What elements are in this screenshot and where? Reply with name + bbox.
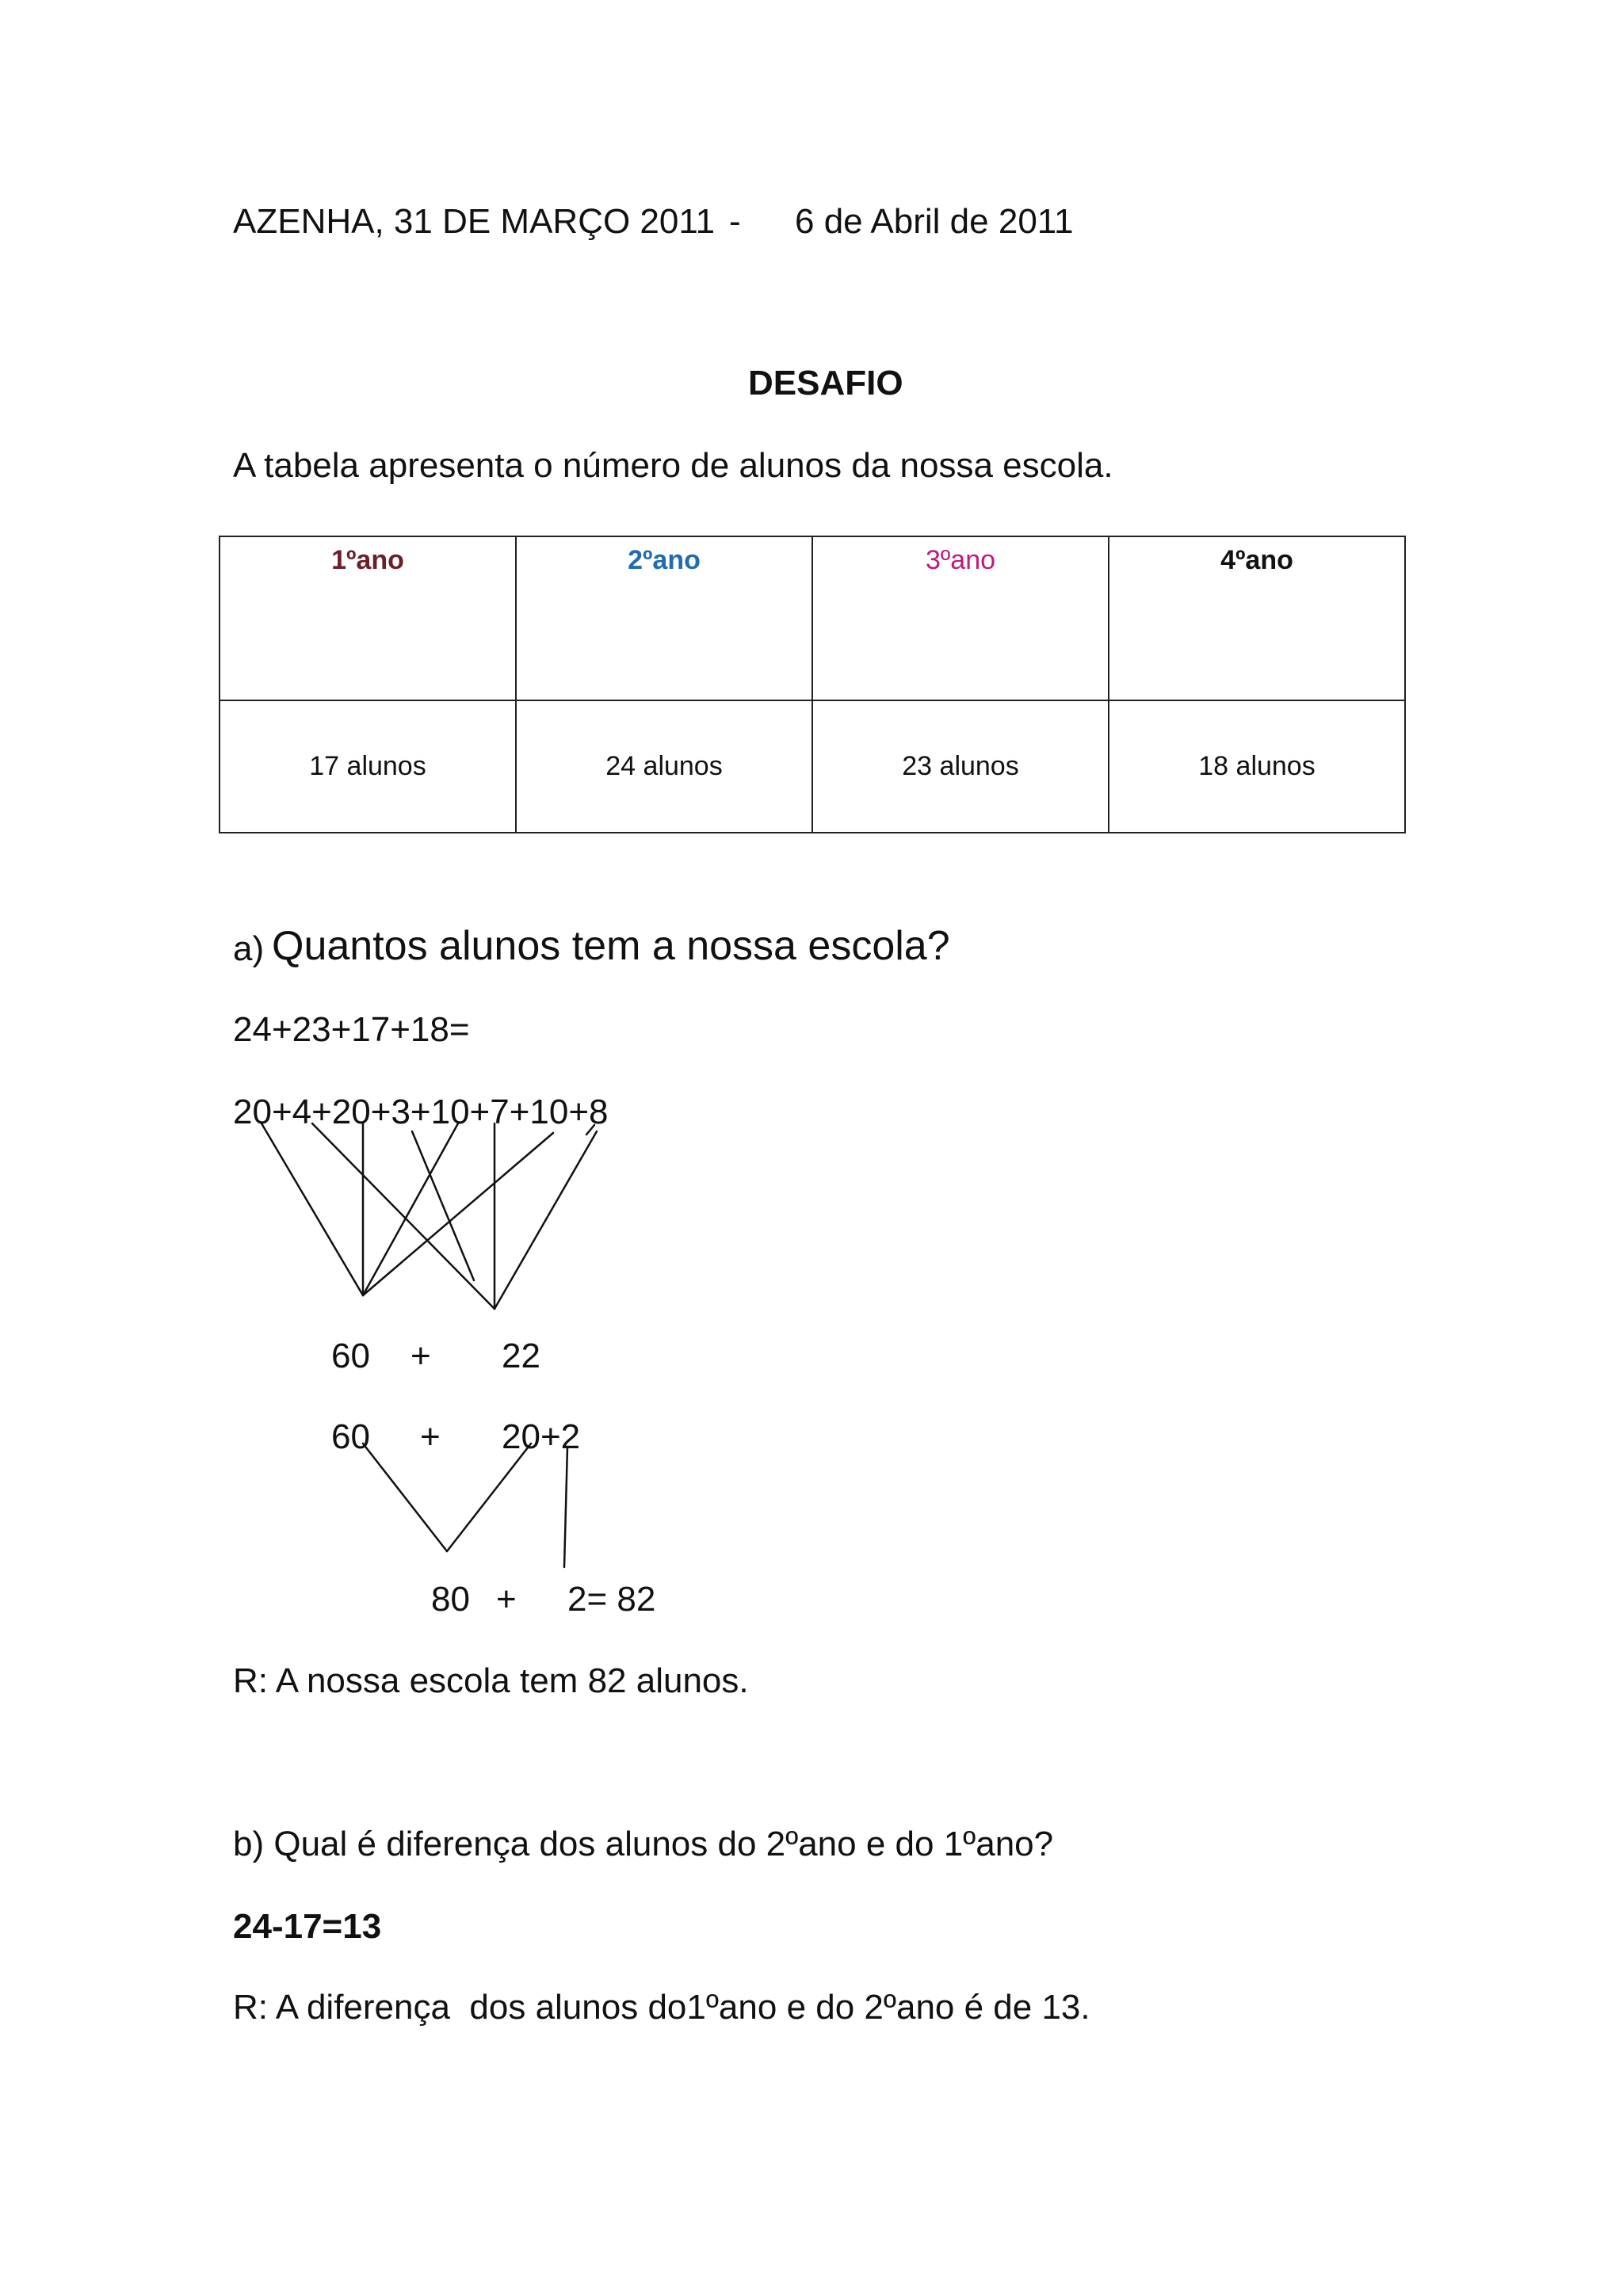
header-location-date: AZENHA, 31 DE MARÇO 2011 — [233, 202, 716, 241]
step3-op: + — [496, 1580, 517, 1619]
question-a-label: a) — [233, 929, 265, 968]
question-b-calc: 24-17=13 — [233, 1907, 382, 1946]
table-header-cell: 1ºano — [220, 536, 516, 700]
question-a-answer: R: A nossa escola tem 82 alunos. — [233, 1661, 749, 1700]
step2-left: 60 — [331, 1417, 370, 1456]
page-title: DESAFIO — [748, 364, 903, 402]
connector-line — [412, 1131, 474, 1280]
question-b-answer: R: A diferença dos alunos do1ºano e do 2ºano é de 13. — [233, 1988, 1090, 2027]
intro-text: A tabela apresenta o número de alunos da nossa escola. — [233, 446, 1113, 485]
connector-line — [564, 1447, 567, 1567]
connector-line — [363, 1133, 553, 1295]
question-a-sum: 24+23+17+18= — [233, 1010, 470, 1049]
table-header-cell: 2ºano — [516, 536, 812, 700]
step3-left: 80 — [431, 1580, 470, 1619]
connector-line — [262, 1123, 363, 1295]
table-header-row — [220, 536, 1405, 700]
table-cell: 18 alunos — [1109, 700, 1405, 833]
step1-right: 22 — [502, 1337, 540, 1375]
connector-line — [447, 1444, 531, 1551]
question-a-decomposition: 20+4+20+3+10+7+10+8 — [233, 1093, 609, 1131]
table-cell: 17 alunos — [220, 700, 516, 833]
connector-line — [312, 1123, 495, 1309]
header-second-date: 6 de Abril de 2011 — [795, 202, 1074, 241]
step2-right: 20+2 — [502, 1417, 581, 1456]
table-header-cell: 3ºano — [812, 536, 1109, 700]
connector-line — [363, 1123, 458, 1295]
connector-line — [363, 1444, 447, 1551]
question-a-text: Quantos alunos tem a nossa escola? — [272, 923, 950, 969]
step3-right: 2= 82 — [567, 1580, 656, 1619]
step2-op: + — [420, 1417, 441, 1456]
question-b-text: b) Qual é diferença dos alunos do 2ºano e do 1ºano? — [233, 1825, 1054, 1863]
connector-line — [495, 1131, 597, 1309]
header-separator: - — [729, 202, 741, 241]
step1-left: 60 — [331, 1337, 370, 1375]
table-row — [220, 700, 1405, 833]
table-header-cell: 4ºano — [1109, 536, 1405, 700]
step1-op: + — [411, 1337, 431, 1375]
table-cell: 24 alunos — [516, 700, 812, 833]
students-table — [219, 536, 1406, 833]
table-cell: 23 alunos — [812, 700, 1109, 833]
